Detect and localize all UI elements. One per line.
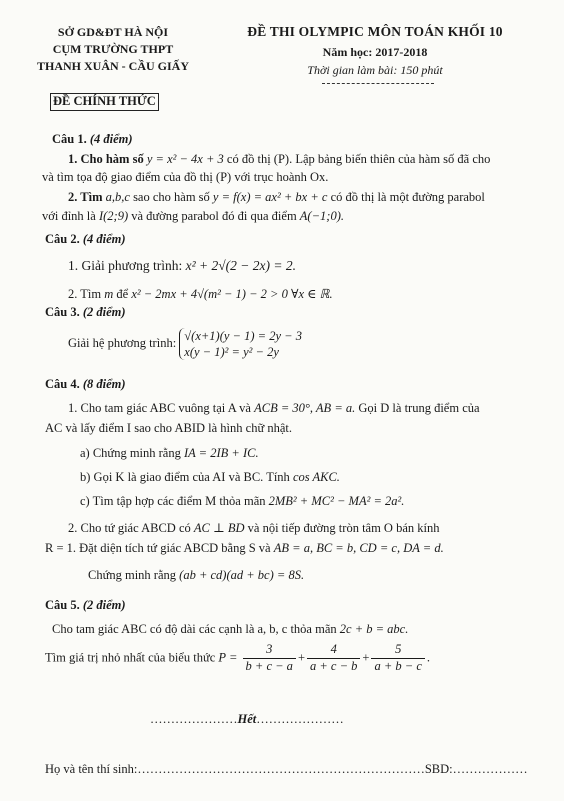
q2-p2-inequality: x² − 2mx + 4√(m² − 1) − 2 > 0 ∀x ∈ ℝ. [131,287,333,301]
q1-part1-line1 [68,152,490,168]
q4-p2-sides: AB = a, BC = b, CD = c, DA = d. [273,541,444,555]
q2-part1 [68,258,296,275]
q1-p2-text4: với đỉnh là [42,209,96,223]
q4-p2-text2: và nội tiếp đường tròn tâm O bán kính [247,521,440,535]
q4-p2-perp: AC ⊥ BD [193,521,245,535]
q1-p2-vars: a,b,c [105,190,130,204]
q2-p2-text2: để [116,287,129,301]
q4-part2-line2 [45,541,444,557]
q1-part2-line1 [68,190,485,206]
cluster-name: CỤM TRƯỜNG THPT [52,42,174,56]
q5-text2: Tìm giá trị nhỏ nhất của biểu thức [45,650,216,665]
end-dots-left: ………………… [150,712,238,726]
sbd-dots: ……………… [452,762,528,776]
department-name: SỞ GD&ĐT HÀ NỘI [57,25,169,39]
candidate-info [45,762,528,778]
q2-title: Câu 2. [45,232,80,246]
q2-heading [45,232,126,248]
q3-text: Giải hệ phương trình: [68,336,177,351]
official-label: ĐỀ CHÍNH THỨC [50,93,159,111]
q1-p2-point: A(−1;0). [299,209,344,223]
q5-points: (2 điểm) [82,598,126,612]
q5-f1-numerator: 3 [243,642,296,659]
q3-statement [68,328,302,360]
q2-p1-text: 1. Giải phương trình: [68,258,183,273]
q1-title: Câu 1. [52,132,87,146]
q4-c-text: c) Tìm tập hợp các điểm M thỏa mãn [80,494,266,508]
candidate-name-dots: …………………………………………………………… [137,762,425,776]
q4-p2-text: 2. Cho tứ giác ABCD có [68,521,191,535]
end-text: Hết [237,712,257,726]
q4-p2-text3: R = 1. Đặt diện tích tứ giác ABCD bằng S và [45,541,271,555]
end-dots-right: ………………… [256,712,344,726]
q4-part1-line1 [68,401,480,417]
q3-points: (2 điểm) [82,305,126,319]
q4-part-b [80,470,340,486]
q3-system [179,328,302,360]
q5-condition: 2c + b = abc. [339,622,409,636]
q3-heading [45,305,126,321]
q2-p1-equation: x² + 2√(2 − 2x) = 2. [185,258,296,273]
q2-p2-m: m [104,287,114,301]
q2-part2 [68,287,333,303]
q5-title: Câu 5. [45,598,80,612]
q4-part1-line2: AC và lấy điểm I sao cho ABID là hình chữ nhật. [45,421,293,435]
q4-p2-text4: Chứng minh rằng [88,568,177,582]
q5-line1 [52,622,408,638]
exam-header [210,24,540,78]
school-header [18,24,208,75]
q1-part2-line2 [42,209,344,225]
q5-heading [45,598,126,614]
q4-p2-identity: (ab + cd)(ad + bc) = 8S. [179,568,305,582]
q4-part2-line1 [68,521,439,537]
q4-points: (8 điểm) [82,377,126,391]
q5-text: Cho tam giác ABC có độ dài các cạnh là a, b, c thỏa mãn [52,622,337,636]
exam-title: ĐỀ THI OLYMPIC MÔN TOÁN KHỐI 10 [247,24,503,39]
q3-eq1: √(x+1)(y − 1) = 2y − 3 [184,329,302,343]
q2-p2-text: 2. Tìm [68,287,102,301]
sbd-label: SBD: [424,762,453,776]
q1-p1-text2: có đồ thị (P). Lập bảng biến thiên của hàm số đã cho [226,152,491,166]
q1-p2-text3: có đồ thị là một đường parabol [330,190,485,204]
q5-line2: Tìm giá trị nhỏ nhất của biểu thức P = $\frac{3}{b + c - a}$ + $\frac{4}{a + c - b}$ + $\frac{5}{a + b - c}$ . [45,642,431,673]
q1-p1-function: y = x² − 4x + 3 [146,152,224,166]
q4-title: Câu 4. [45,377,80,391]
q1-p1-text: 1. Cho hàm số [68,152,144,166]
q4-a-text: a) Chứng minh rằng [80,446,181,460]
q4-a-vector-eq: IA = 2IB + IC. [183,446,259,460]
q5-f1-denominator: b + c − a [245,658,293,673]
q4-b-text: b) Gọi K là giao điểm của AI và BC. Tính [80,470,290,484]
q5-f3-denominator: a + b − c [374,658,422,673]
q4-p1-angle: ACB = 30°, AB = a. [254,401,356,415]
q1-p2-function: y = f(x) = ax² + bx + c [212,190,328,204]
q4-part-c [80,494,404,510]
q5-fraction-2 [307,642,360,674]
q5-P: P = [218,650,238,665]
q4-b-cos: cos AKC. [292,470,340,484]
q5-f2-numerator: 4 [307,642,360,659]
q4-c-condition: 2MB² + MC² − MA² = 2a². [268,494,405,508]
q4-part2-line3 [88,568,304,584]
q3-eq2: x(y − 1)² = y² − 2y [184,345,279,359]
q1-points: (4 điểm) [89,132,133,146]
q1-p2-text2: sao cho hàm số [133,190,210,204]
q5-fraction-1 [243,642,296,674]
schools-name: THANH XUÂN - CẦU GIẤY [37,59,189,73]
q5-f3-numerator: 5 [371,642,424,659]
header-divider [322,83,434,84]
q5-fraction-3 [371,642,424,674]
q4-part-a [80,446,259,462]
q4-heading [45,377,126,393]
q1-part1-line2: và tìm tọa độ giao điểm của đồ thị (P) với trục hoành Ox. [42,170,329,184]
q2-points: (4 điểm) [82,232,126,246]
q1-p2-vertex: I(2;9) [98,209,129,223]
q1-heading [52,132,133,148]
candidate-name-label: Họ và tên thí sinh: [45,762,138,776]
q5-f2-denominator: a + c − b [310,658,358,673]
time-limit: Thời gian làm bài: 150 phút [307,62,443,77]
q3-title: Câu 3. [45,305,80,319]
q4-p1-text: 1. Cho tam giác ABC vuông tại A và [68,401,251,415]
school-year: Năm học: 2017-2018 [322,44,428,59]
end-marker [150,712,344,728]
q1-p2-text: 2. Tìm [68,190,103,204]
q4-p1-text2: Gọi D là trung điểm của [358,401,480,415]
q1-p2-text5: và đường parabol đó đi qua điểm [131,209,297,223]
